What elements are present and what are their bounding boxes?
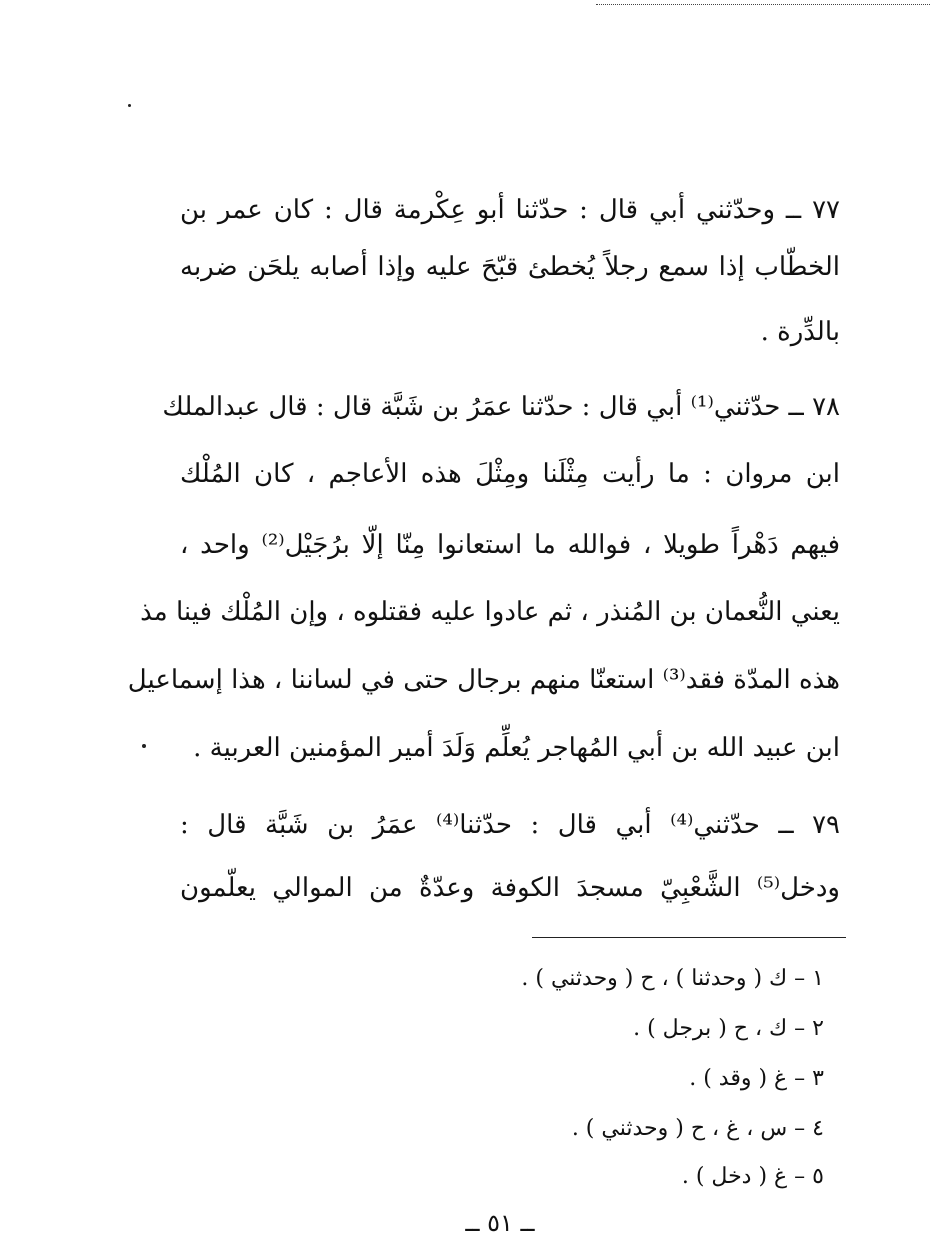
footnote: ٤ – س ، غ ، ح ( وحدثني ) . bbox=[571, 1116, 824, 1141]
text-line: يعني النُّعمان بن المُنذر ، ثم عادوا عليه فقتلوه ، وإن المُلْك فينا مذ bbox=[140, 597, 840, 627]
footnote: ٢ – ك ، ح ( برجل ) . bbox=[633, 1016, 824, 1041]
top-edge-rule bbox=[596, 4, 930, 5]
scan-speck bbox=[142, 744, 146, 748]
text-line: ابن عبيد الله بن أبي المُهاجر يُعلِّم وَلَدَ أمير المؤمنين العربية . bbox=[193, 733, 840, 763]
footnote: ١ – ك ( وحدثنا ) ، ح ( وحدثني ) . bbox=[521, 966, 824, 991]
footnote: ٥ – غ ( دخل ) . bbox=[681, 1164, 824, 1189]
text-line: ٧٩ ــ حدّثني⁽⁴⁾ أبي قال : حدّثنا⁽⁴⁾ عمَرُ بن شَبَّة قال : bbox=[180, 810, 841, 840]
footnote: ٣ – غ ( وقد ) . bbox=[689, 1066, 824, 1091]
text-line: هذه المدّة فقد⁽³⁾ استعنّا منهم برجال حتى في لساننا ، هذا إسماعيل bbox=[127, 665, 840, 695]
page-number: ــ ٥١ ــ bbox=[465, 1209, 535, 1237]
text-line: الخطّاب إذا سمع رجلاً يُخطئ قبّحَ عليه وإذا أصابه يلحَن ضربه bbox=[180, 252, 840, 282]
scan-speck bbox=[128, 104, 131, 107]
text-line: ٧٧ ــ وحدّثني أبي قال : حدّثنا أبو عِكْرمة قال : كان عمر بن bbox=[180, 195, 840, 225]
text-line: ٧٨ ــ حدّثني⁽¹⁾ أبي قال : حدّثنا عمَرُ بن شَبَّة قال : قال عبدالملك bbox=[162, 392, 840, 422]
text-line: ابن مروان : ما رأيت مِثْلَنا ومِثْلَ هذه الأعاجم ، كان المُلْك bbox=[180, 459, 840, 489]
text-line: فيهم دَهْراً طويلا ، فوالله ما استعانوا مِنّا إلّا برُجَيْل⁽²⁾ واحد ، bbox=[180, 530, 840, 560]
text-line: بالدِّرة . bbox=[760, 317, 840, 347]
text-line: ودخل⁽⁵⁾ الشَّعْبِيّ مسجدَ الكوفة وعدّةٌ من الموالي يعلّمون bbox=[180, 873, 840, 903]
footnote-separator bbox=[532, 937, 846, 938]
